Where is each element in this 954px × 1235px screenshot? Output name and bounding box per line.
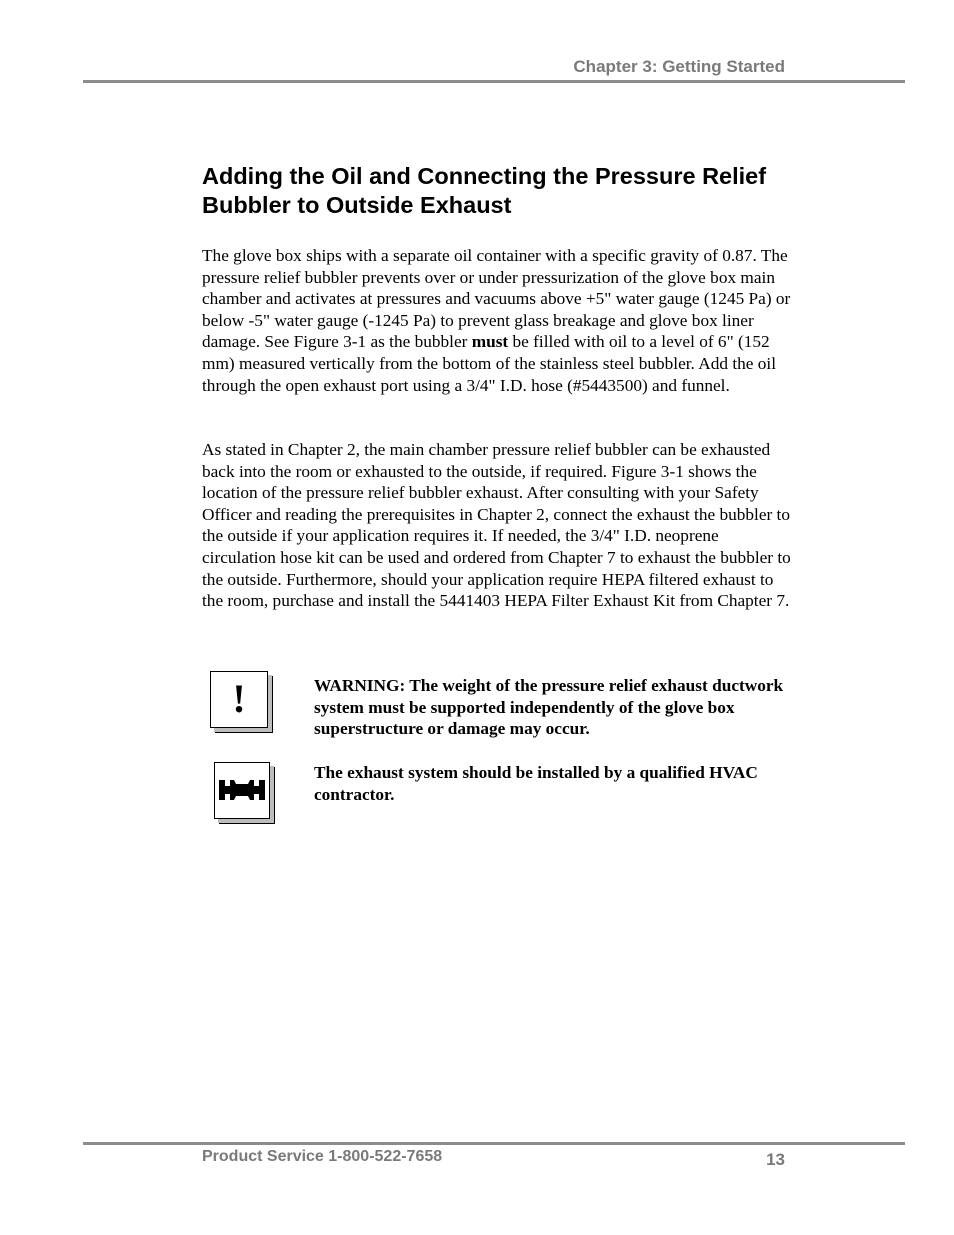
- product-service-phone: Product Service 1-800-522-7658: [202, 1148, 443, 1165]
- paragraph-text: be filled with oil to a level of 6" (152 mm) measured vertically from the bottom of the stainless steel bubbler. Add the oil through the open exhaust port using a 3/4" I.D. hose (#5443500) and funnel.: [202, 332, 776, 395]
- section-title: Adding the Oil and Connecting the Pressure Relief Bubbler to Outside Exhaust: [202, 163, 767, 218]
- paragraph-text: The glove box ships with a separate oil container with a specific gravity of 0.87. The pressure relief bubbler prevents over or under pressurization of the glove box main chamber and activates at pressures and vacuums above +5" water gauge (1245 Pa) or below -5" water gauge (-1245 Pa) to prevent glass breakage and glove box liner damage. See Figure 3-1 as the bubbler: [202, 246, 791, 352]
- emphasis-must: must: [471, 332, 509, 352]
- wrench-glyph: [216, 773, 268, 807]
- wrench-icon: [214, 762, 270, 819]
- exclamation-icon: [210, 671, 268, 728]
- footer-rule: [83, 1142, 905, 1145]
- paragraph-exhaust: As stated in Chapter 2, the main chamber pressure relief bubbler can be exhausted back into the room or exhausted to the outside, if required. Figure 3-1 shows the location of the pressure relief bubbler exhaust. After consulting with your Safety Officer and reading the prerequisites in Chapter 2, connect the exhaust the bubbler to the outside if your application requires it. If needed, the 3/4" I.D. neoprene circulation hose kit can be used and ordered from Chapter 7 to exhaust the bubbler to the outside. Furthermore, should your application require HEPA filtered exhaust to the room, purchase and install the 5441403 HEPA Filter Exhaust Kit from Chapter 7.: [202, 440, 791, 611]
- exclamation-symbol: !: [232, 676, 246, 721]
- paragraph-oil-filling: [202, 245, 792, 396]
- warning-text: WARNING: The weight of the pressure relief exhaust ductwork system must be supported independently of the glove box superstructure or damage may occur.: [314, 676, 784, 739]
- contractor-note: The exhaust system should be installed by a qualified HVAC contractor.: [314, 763, 758, 804]
- page-number: 13: [766, 1150, 785, 1169]
- running-header: Chapter 3: Getting Started: [573, 57, 785, 76]
- header-rule: [83, 80, 905, 83]
